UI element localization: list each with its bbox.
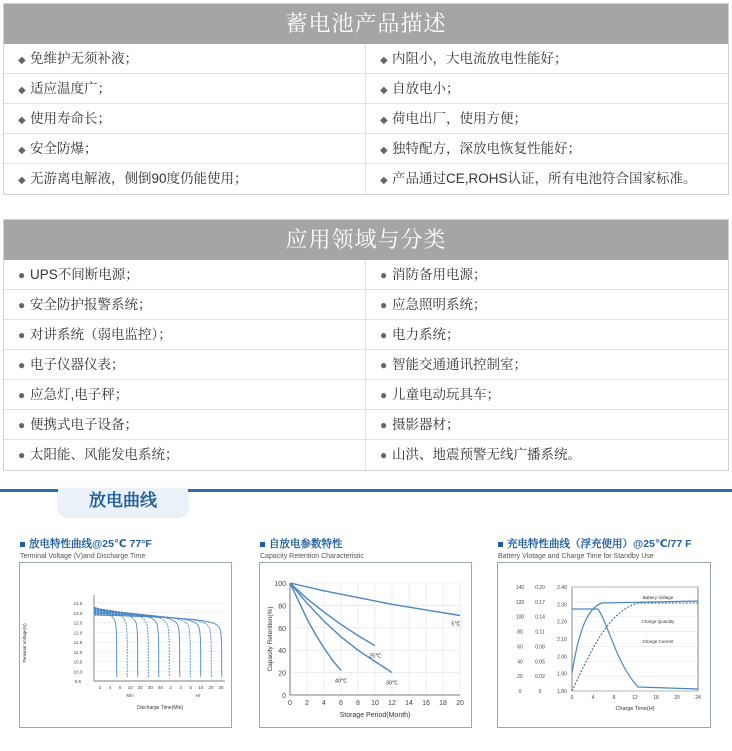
diamond-bullet-icon: ◆ — [18, 55, 26, 66]
x-unit-label: Min — [126, 693, 134, 698]
application-list — [4, 260, 728, 470]
discharge-chart-subtitle: Terminal Voltage (V)and Discharge Time — [20, 553, 146, 560]
series-label: 5℃ — [451, 621, 461, 628]
y-tick-label: 10.0 — [73, 669, 83, 675]
y-tick-label: 2.00 — [557, 654, 567, 661]
diamond-bullet-icon: ◆ — [18, 175, 26, 186]
list-item-label: 自放电小； — [392, 81, 460, 96]
list-item-label: 适应温度广； — [30, 81, 111, 96]
list-item — [366, 350, 728, 380]
x-axis-label: Discharge Time(Min) — [136, 705, 184, 711]
list-item — [4, 350, 366, 380]
dot-bullet-icon: ● — [380, 298, 388, 312]
application-title: 应用领域与分类 — [4, 220, 728, 260]
charge-chart — [497, 562, 711, 728]
list-item-label: 安全防爆； — [30, 141, 98, 156]
diamond-bullet-icon: ◆ — [380, 115, 388, 126]
series-line — [94, 609, 138, 677]
product-description-section — [3, 3, 729, 195]
y-tick-label: 0.20 — [535, 585, 545, 591]
y-tick-label: 120 — [515, 599, 525, 606]
x-tick-label: 18 — [439, 700, 447, 707]
legend-label: Charge Current — [642, 639, 674, 644]
y-tick-label: 0.08 — [535, 644, 545, 651]
list-item — [366, 134, 728, 164]
diamond-bullet-icon: ◆ — [18, 115, 26, 126]
series-line — [94, 611, 170, 677]
dot-bullet-icon: ● — [380, 388, 388, 402]
list-item — [366, 260, 728, 290]
dot-bullet-icon: ● — [18, 298, 26, 312]
list-item-label: 消防备用电源； — [392, 267, 487, 282]
y-tick-label: 12.5 — [73, 620, 83, 626]
series-line — [94, 612, 180, 677]
diamond-bullet-icon: ◆ — [380, 55, 388, 66]
dot-bullet-icon: ● — [380, 418, 388, 432]
charge-chart-heading — [498, 536, 692, 560]
discharge-chart — [19, 562, 232, 728]
x-tick-label: 16 — [653, 695, 659, 701]
x-tick-label: 4 — [591, 695, 595, 701]
list-item-label: 智能交通通讯控制室； — [392, 357, 527, 372]
list-item — [366, 410, 728, 440]
application-section — [3, 219, 729, 471]
x-tick-label: 12 — [632, 695, 638, 701]
y-tick-label: 40 — [278, 648, 286, 656]
list-item-label: 摄影器材； — [392, 417, 460, 432]
y-tick-label: 11.5 — [73, 640, 83, 645]
list-item-label: 使用寿命长； — [30, 111, 111, 126]
list-item — [4, 320, 366, 350]
list-item-label: 儿童电动玩具车； — [392, 387, 500, 402]
diamond-bullet-icon: ◆ — [380, 85, 388, 96]
x-tick-label: 10 — [198, 685, 204, 690]
discharge-chart-heading — [20, 536, 152, 560]
dot-bullet-icon: ● — [18, 358, 26, 372]
x-tick-label: 6 — [118, 685, 122, 690]
y-tick-label: 0.02 — [535, 674, 545, 681]
y-tick-label: 0.17 — [535, 599, 545, 606]
x-tick-label: 10 — [127, 685, 133, 690]
y-tick-label: 40 — [517, 659, 523, 666]
dot-bullet-icon: ● — [18, 418, 26, 432]
self-discharge-chart-subtitle: Capacity Retention Characteristic — [260, 553, 364, 560]
y-tick-label: 1.80 — [557, 689, 567, 695]
x-tick-label: 4 — [108, 685, 112, 690]
y-tick-label: 0 — [538, 689, 542, 695]
dot-bullet-icon: ● — [380, 448, 388, 462]
diamond-bullet-icon: ◆ — [380, 175, 388, 186]
y-tick-label: 0.05 — [535, 659, 545, 666]
x-tick-label: 20 — [674, 695, 680, 701]
dot-bullet-icon: ● — [18, 448, 26, 462]
y-axis-label: Capacity Retention(%) — [267, 606, 274, 672]
dot-bullet-icon: ● — [18, 328, 26, 342]
y-tick-label: 2.30 — [557, 602, 567, 609]
y-tick-label: 1.90 — [557, 671, 567, 678]
series-line — [94, 615, 222, 677]
list-item — [366, 44, 728, 74]
voltage-line — [572, 601, 698, 673]
list-item-label: UPS不间断电源； — [30, 267, 139, 282]
x-axis-label: Charge Time(H) — [615, 706, 655, 712]
series-line — [94, 608, 128, 677]
x-tick-label: 24 — [695, 695, 701, 701]
x-tick-label: 20 — [456, 700, 464, 707]
diamond-bullet-icon: ◆ — [18, 85, 26, 96]
x-tick-label: 8 — [612, 695, 616, 701]
series-label: 25℃ — [368, 653, 382, 660]
x-tick-label: 60 — [157, 685, 164, 690]
diamond-bullet-icon: ◆ — [380, 145, 388, 156]
list-item-label: 电子仪器仪表； — [30, 357, 125, 372]
list-item — [366, 164, 728, 194]
diamond-bullet-icon: ◆ — [18, 145, 26, 156]
list-item-label: 山洪、地震预警无线广播系统。 — [392, 447, 581, 462]
y-tick-label: 80 — [278, 603, 286, 611]
x-tick-label: 8 — [356, 700, 360, 707]
x-tick-label: 30 — [147, 685, 153, 690]
x-tick-label: 3 — [179, 685, 182, 690]
y-tick-label: 140 — [515, 585, 525, 591]
y-tick-label: 100 — [274, 581, 286, 588]
dot-bullet-icon: ● — [18, 388, 26, 402]
x-tick-label: 20 — [137, 685, 143, 690]
list-item — [366, 320, 728, 350]
y-tick-label: 12.0 — [73, 630, 83, 636]
x-tick-label: 10 — [371, 700, 379, 707]
y-tick-label: 10.5 — [73, 659, 83, 665]
x-tick-label: 2 — [169, 685, 172, 690]
y-tick-label: 20 — [517, 674, 523, 681]
y-tick-label: 60 — [278, 625, 286, 633]
x-tick-label: 6 — [339, 700, 343, 707]
list-item — [4, 380, 366, 410]
list-item — [4, 134, 366, 164]
list-item — [4, 164, 366, 194]
current-line — [572, 609, 698, 689]
title-square-icon — [498, 542, 503, 547]
series-line — [94, 610, 159, 677]
charge-chart-subtitle: Battery Vlotage and Charge Time for Standby Use — [498, 553, 654, 560]
list-item-label: 太阳能、风能发电系统； — [30, 447, 179, 462]
list-item-label: 内阻小，大电流放电性能好； — [392, 51, 568, 66]
y-tick-label: 2.20 — [557, 619, 567, 626]
series-label: 30℃ — [385, 680, 399, 687]
y-tick-label: 13.5 — [73, 601, 83, 606]
list-item-label: 安全防护报警系统； — [30, 297, 152, 312]
x-tick-label: 2 — [305, 700, 309, 707]
y-tick-label: 20 — [278, 670, 286, 678]
y-axis-label: Terminal Voltage(V) — [22, 623, 27, 663]
list-item — [366, 104, 728, 134]
y-tick-label: 60 — [517, 644, 523, 651]
series-label: 40℃ — [334, 678, 348, 685]
x-axis-label: Storage Period(Month) — [339, 712, 411, 719]
list-item-label: 便携式电子设备； — [30, 417, 138, 432]
list-item — [366, 290, 728, 320]
y-tick-label: 0 — [282, 693, 286, 700]
x-tick-label: 30 — [218, 685, 224, 690]
series-line — [94, 613, 201, 677]
list-item — [4, 410, 366, 440]
discharge-chart-svg — [20, 563, 231, 727]
x-tick-label: 2 — [98, 685, 102, 690]
list-item-label: 独特配方，深放电恢复性能好； — [392, 141, 581, 156]
dot-bullet-icon: ● — [18, 268, 26, 282]
list-item-label: 免维护无须补液； — [30, 51, 138, 66]
list-item — [4, 74, 366, 104]
list-item-label: 产品通过CE,ROHS认证，所有电池符合国家标准。 — [392, 171, 697, 186]
quantity-line — [572, 603, 698, 691]
y-tick-label: 0 — [518, 689, 522, 695]
product-feature-list — [4, 44, 728, 194]
series-line — [94, 614, 212, 677]
y-tick-label: 0.14 — [535, 614, 545, 621]
legend-label: Battery Voltage — [642, 595, 674, 600]
list-item — [366, 380, 728, 410]
x-tick-label: 14 — [405, 700, 413, 707]
legend-label: Charge Quantity — [641, 619, 675, 624]
x-unit-label: Hr — [195, 693, 201, 698]
charge-chart-title: 充电特性曲线（浮充使用）@25℃/77 F — [507, 538, 692, 550]
curve-section-title: 放电曲线 — [58, 488, 188, 516]
y-tick-label: 2.40 — [557, 585, 567, 591]
self-discharge-chart-svg — [260, 563, 471, 727]
self-discharge-chart-title: 自放电参数特性 — [269, 538, 343, 550]
list-item — [366, 74, 728, 104]
title-square-icon — [260, 542, 265, 547]
list-item — [4, 104, 366, 134]
y-tick-label: 2.10 — [557, 637, 567, 643]
list-item — [366, 440, 728, 470]
list-item — [4, 260, 366, 290]
series-line — [94, 609, 149, 677]
x-tick-label: 20 — [208, 685, 214, 690]
list-item-label: 电力系统； — [392, 327, 460, 342]
y-tick-label: 0.11 — [535, 629, 545, 636]
self-discharge-chart-heading — [260, 536, 364, 560]
title-square-icon — [20, 542, 25, 547]
x-tick-label: 0 — [570, 695, 574, 701]
discharge-chart-title: 放电特性曲线@25℃ 77°F — [29, 538, 152, 550]
self-discharge-chart — [259, 562, 472, 728]
y-tick-label: 100 — [515, 614, 525, 621]
x-tick-label: 4 — [322, 700, 326, 707]
list-item — [4, 290, 366, 320]
y-tick-label: 13.0 — [73, 610, 83, 616]
list-item — [4, 44, 366, 74]
y-tick-label: 9.5 — [74, 679, 82, 684]
dot-bullet-icon: ● — [380, 328, 388, 342]
dot-bullet-icon: ● — [380, 268, 388, 282]
list-item-label: 无游离电解液，侧倒90度仍能使用； — [30, 171, 248, 186]
list-item-label: 对讲系统（弱电监控）； — [30, 327, 172, 342]
product-description-title: 蓄电池产品描述 — [4, 4, 728, 44]
x-tick-label: 0 — [288, 700, 292, 707]
charge-chart-svg — [498, 563, 710, 727]
x-tick-label: 16 — [422, 700, 430, 707]
x-tick-label: 5 — [189, 685, 193, 690]
list-item-label: 应急灯,电子秤； — [30, 387, 129, 402]
y-tick-label: 80 — [517, 629, 523, 636]
list-item-label: 应急照明系统； — [392, 297, 487, 312]
list-item-label: 荷电出厂，使用方便； — [392, 111, 527, 126]
list-item — [4, 440, 366, 470]
x-tick-label: 12 — [388, 700, 396, 707]
dot-bullet-icon: ● — [380, 358, 388, 372]
series-line — [290, 583, 341, 670]
y-tick-label: 11.0 — [73, 649, 83, 655]
